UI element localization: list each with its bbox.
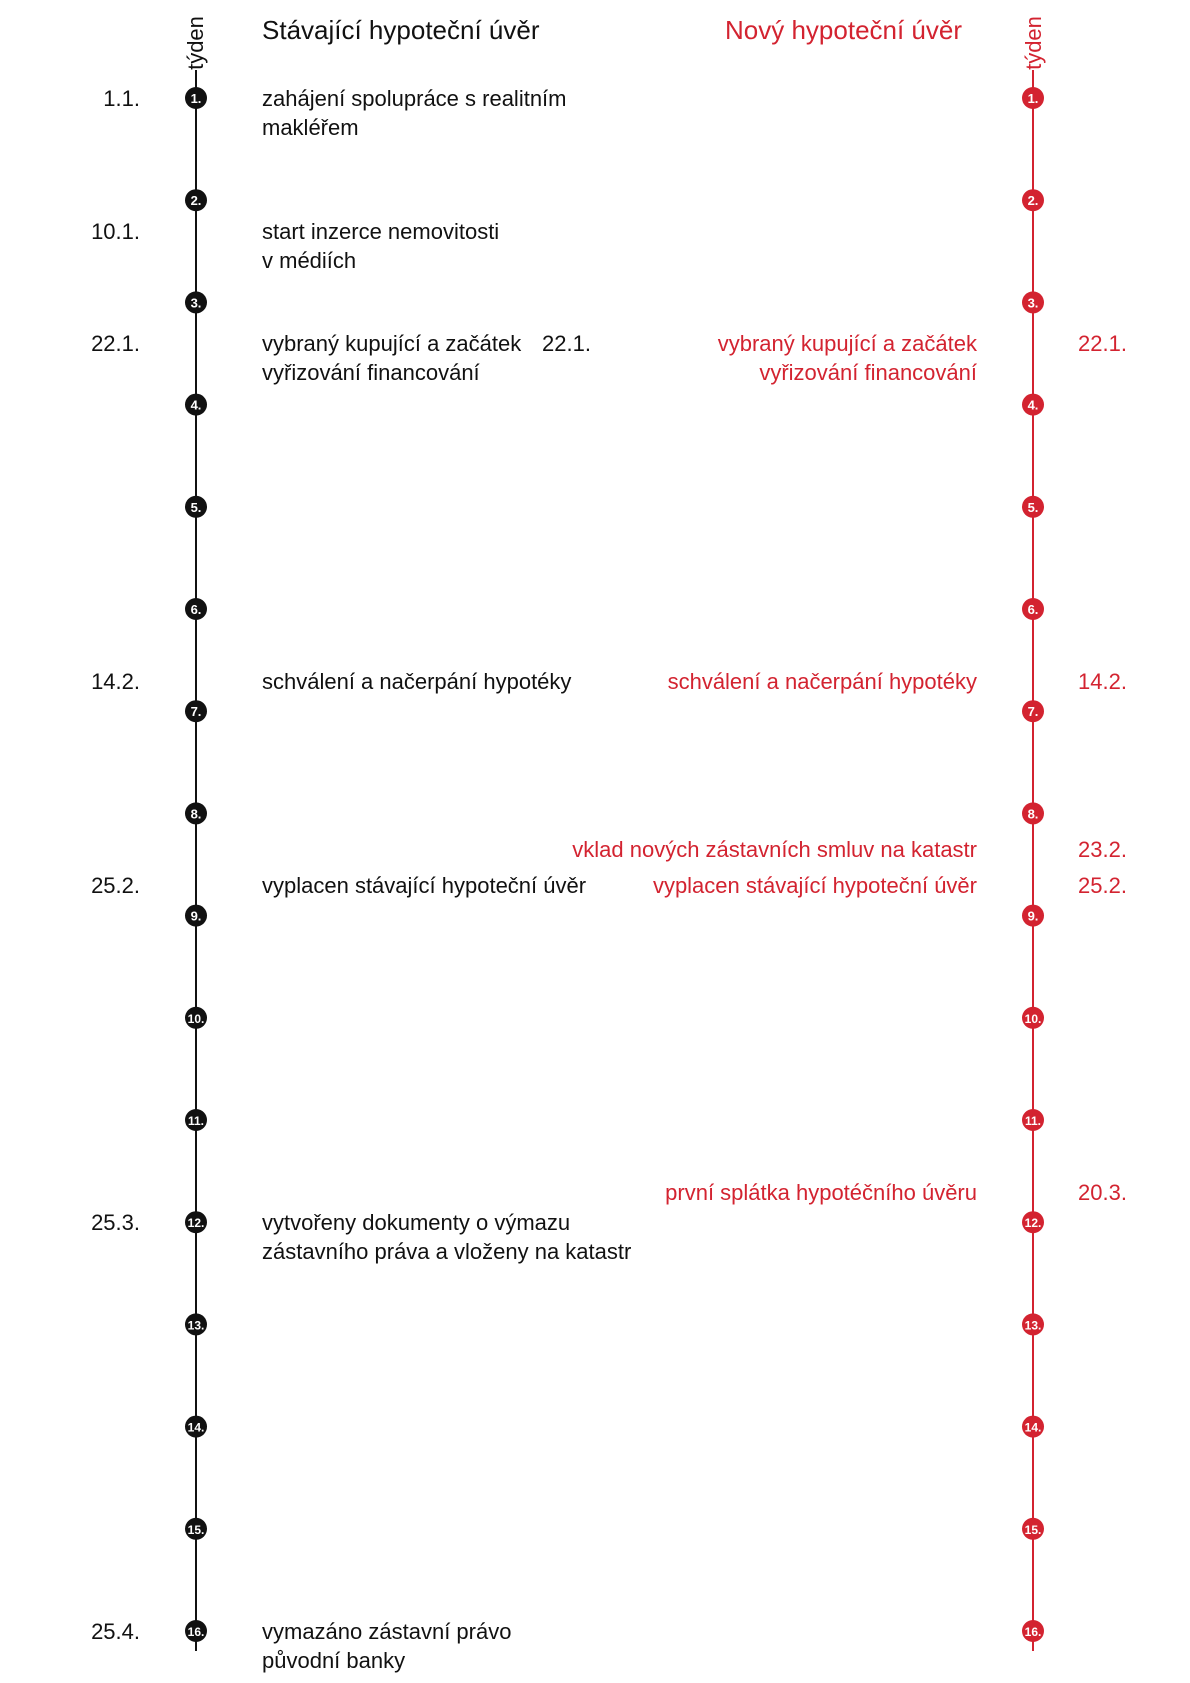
right-week-node-label: 13. [1024, 1318, 1042, 1333]
right-event-label: vybraný kupující a začátek [717, 331, 977, 357]
right-week-node-label: 3. [1027, 295, 1039, 311]
right-week-node-label: 9. [1027, 908, 1039, 924]
right-week-node [1022, 905, 1044, 927]
right-week-node [1022, 1109, 1044, 1131]
right-event-date: 14.2. [1078, 668, 1127, 694]
left-week-node [185, 394, 207, 416]
right-week-node [1022, 87, 1044, 109]
left-week-node-label: 1. [190, 91, 202, 106]
left-week-node [185, 802, 207, 824]
right-week-node-label: 14. [1024, 1420, 1042, 1435]
left-week-node [185, 598, 207, 620]
right-week-node-label: 16. [1024, 1625, 1042, 1639]
right-week-node-label: 7. [1027, 704, 1039, 720]
left-event-label: makléřem [262, 115, 359, 140]
left-event-label: vytvořeny dokumenty o výmazu [262, 1210, 571, 1236]
left-event-label: v médiích [262, 247, 357, 273]
left-event-label: schválení a načerpání hypotéky [262, 668, 572, 694]
left-week-node [185, 1109, 207, 1131]
right-week-node-label: 12. [1024, 1216, 1042, 1231]
left-event-label: zástavního práva a vloženy na katastr [262, 1239, 632, 1265]
right-week-node-label: 6. [1027, 602, 1039, 617]
right-week-node [1022, 1620, 1044, 1642]
left-week-node [185, 700, 207, 722]
left-inline-date: 22.1. [542, 331, 591, 357]
right-header: Nový hypoteční úvěr [725, 15, 963, 45]
right-week-node [1022, 700, 1044, 722]
right-event-label: vyplacen stávající hypoteční úvěr [652, 872, 977, 898]
left-week-node [185, 496, 207, 518]
left-event-label: start inzerce nemovitosti [262, 218, 500, 244]
right-week-node [1022, 1518, 1044, 1540]
right-week-node [1022, 496, 1044, 518]
left-week-node-label: 14. [187, 1420, 205, 1435]
left-week-node-label: 5. [190, 499, 202, 515]
right-week-node [1022, 1416, 1044, 1438]
left-week-node-label: 11. [187, 1114, 205, 1128]
left-week-caption: týden [183, 16, 208, 70]
right-week-node-label: 5. [1027, 499, 1039, 515]
right-event-date: 22.1. [1078, 331, 1127, 357]
right-week-node [1022, 394, 1044, 416]
right-event-label: schválení a načerpání hypotéky [667, 668, 977, 694]
left-event-date: 22.1. [91, 331, 140, 357]
right-week-node-label: 2. [1027, 193, 1039, 209]
right-week-node-label: 1. [1027, 91, 1039, 106]
left-event-date: 1.1. [103, 86, 140, 111]
right-week-caption: týden [1021, 16, 1046, 70]
right-week-node [1022, 189, 1044, 211]
left-week-node [185, 87, 207, 109]
left-week-node [185, 1007, 207, 1029]
right-week-node [1022, 291, 1044, 313]
right-week-node-label: 8. [1027, 806, 1039, 822]
right-week-node-label: 10. [1024, 1011, 1042, 1026]
right-week-node [1022, 1211, 1044, 1233]
left-event-label: vyřizování financování [262, 360, 480, 386]
left-event-date: 25.3. [91, 1210, 140, 1236]
left-week-node-label: 16. [187, 1625, 205, 1639]
left-week-node [185, 189, 207, 211]
left-event-label: vymazáno zástavní právo [262, 1619, 512, 1644]
right-event-date: 20.3. [1078, 1179, 1127, 1205]
left-week-node-label: 2. [190, 193, 202, 209]
left-week-node-label: 4. [190, 397, 202, 413]
left-event-date: 10.1. [91, 218, 140, 244]
left-week-node-label: 7. [190, 704, 202, 720]
left-event-date: 25.4. [91, 1619, 140, 1644]
left-week-node-label: 8. [190, 806, 202, 822]
left-header: Stávající hypoteční úvěr [262, 15, 540, 45]
left-week-node-label: 15. [187, 1522, 205, 1537]
right-event-date: 23.2. [1078, 837, 1127, 863]
left-week-node [185, 1211, 207, 1233]
left-week-node-label: 10. [187, 1011, 205, 1026]
left-week-node-label: 3. [190, 295, 202, 311]
right-event-date: 25.2. [1078, 872, 1127, 898]
right-week-node-label: 4. [1027, 397, 1039, 413]
left-event-label: zahájení spolupráce s realitním [262, 86, 567, 111]
right-week-node [1022, 598, 1044, 620]
left-event-date: 14.2. [91, 668, 140, 694]
right-week-node [1022, 1007, 1044, 1029]
left-week-node [185, 1313, 207, 1335]
left-event-label: vybraný kupující a začátek [262, 331, 522, 357]
right-week-node-label: 15. [1024, 1522, 1042, 1537]
right-event-label: vyřizování financování [759, 360, 977, 386]
left-week-node [185, 1518, 207, 1540]
left-week-node-label: 9. [190, 908, 202, 924]
right-week-node-label: 11. [1024, 1114, 1042, 1128]
left-event-label: vyplacen stávající hypoteční úvěr [262, 872, 587, 898]
left-week-node [185, 1620, 207, 1642]
left-week-node-label: 12. [187, 1216, 205, 1231]
left-event-date: 25.2. [91, 872, 140, 898]
right-week-node [1022, 1313, 1044, 1335]
left-week-node [185, 291, 207, 313]
left-week-node [185, 905, 207, 927]
right-event-label: první splátka hypotéčního úvěru [665, 1179, 977, 1205]
left-week-node-label: 13. [187, 1318, 205, 1333]
left-week-node-label: 6. [190, 602, 202, 617]
right-event-label: vklad nových zástavních smluv na katastr [572, 837, 977, 863]
left-event-label: původní banky [262, 1648, 406, 1673]
right-week-node [1022, 802, 1044, 824]
left-week-node [185, 1416, 207, 1438]
